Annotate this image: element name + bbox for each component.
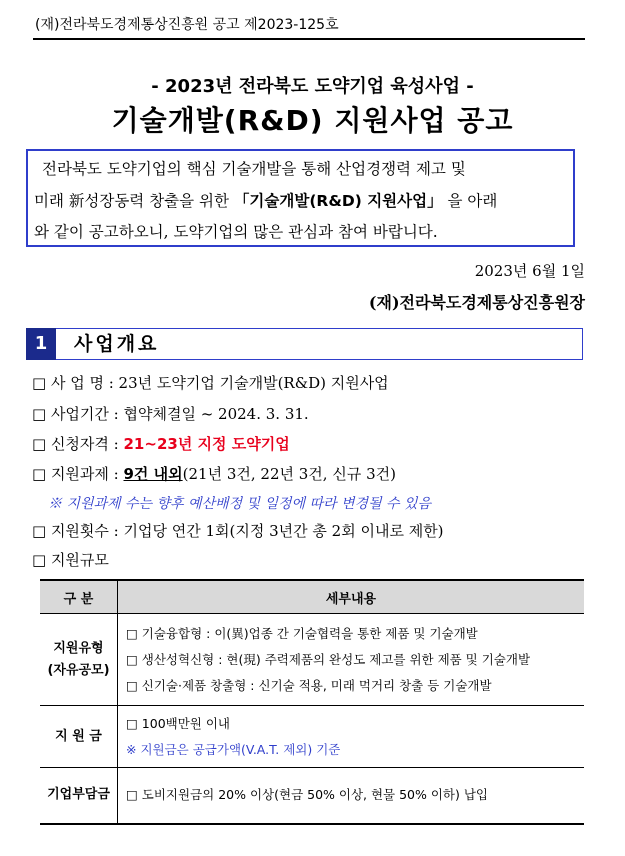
- section-title: 사업개요: [74, 333, 160, 355]
- tasks-count: 9건 내외: [123, 465, 183, 483]
- notice-line-2: [34, 186, 567, 218]
- tasks-note: ※ 지원과제 수는 향후 예산배정 및 일정에 따라 변경될 수 있음: [48, 496, 432, 512]
- notice-line-3: 와 같이 공고하오니, 도약기업의 많은 관심과 참여 바랍니다.: [34, 223, 438, 241]
- item-support-count: □ 지원횟수 : 기업당 연간 1회(지정 3년간 총 2회 이내로 제한): [32, 522, 444, 540]
- row-label-support-amount: 지 원 금: [40, 706, 118, 768]
- table-row: [40, 706, 584, 768]
- table-row: [40, 614, 584, 706]
- document-title: 기술개발(R&D) 지원사업 공고: [111, 104, 514, 137]
- notice-line-2-text: 미래 新성장동력 창출을 위한: [34, 191, 234, 210]
- support-scale-table: [40, 579, 584, 825]
- notice-line-1: 전라북도 도약기업의 핵심 기술개발을 통해 산업경쟁력 제고 및: [42, 160, 466, 178]
- item-project-name: □ 사 업 명 : 23년 도약기업 기술개발(R&D) 지원사업: [32, 374, 389, 392]
- detail-line: □ 100백만원 이내: [126, 715, 230, 731]
- table-header-category: 구 분: [40, 580, 118, 614]
- document-subtitle: - 2023년 전라북도 도약기업 육성사업 -: [151, 76, 474, 97]
- qualification-value: 21~23년 지정 도약기업: [123, 435, 290, 453]
- notice-number: (재)전라북도경제통상진흥원 공고 제2023-125호: [35, 17, 339, 33]
- qualification-label: □ 신청자격 :: [32, 435, 124, 453]
- item-support-scale: □ 지원규모: [32, 551, 109, 569]
- notice-line-2-end: 을 아래: [447, 191, 498, 210]
- table-header-details: 세부내용: [118, 580, 585, 614]
- tasks-breakdown: (21년 3건, 22년 3건, 신규 3건): [182, 465, 396, 483]
- section-header: [26, 328, 583, 360]
- row-details: [118, 614, 585, 706]
- item-project-period: □ 사업기간 : 협약체결일 ~ 2024. 3. 31.: [32, 405, 309, 423]
- program-name: 「기술개발(R&D) 지원사업」: [233, 191, 443, 210]
- notice-date: 2023년 6월 1일: [474, 262, 585, 280]
- item-support-tasks: [32, 463, 396, 484]
- detail-line: □ 생산성혁신형 : 현(現) 주력제품의 완성도 제고를 위한 제품 및 기술개발: [126, 651, 531, 667]
- row-label-line: (자유공모): [47, 662, 110, 678]
- detail-note: ※ 지원금은 공급가액(V.A.T. 제외) 기준: [126, 741, 341, 757]
- item-qualification: [32, 433, 290, 454]
- table-header-row: [40, 580, 584, 614]
- issuing-organization: (재)전라북도경제통상진흥원장: [368, 293, 585, 312]
- tasks-label: □ 지원과제 :: [32, 465, 124, 483]
- header-divider: [33, 38, 585, 40]
- row-details: [118, 706, 585, 768]
- row-details: [118, 768, 585, 824]
- detail-line: □ 신기술·제품 창출형 : 신기술 적용, 미래 먹거리 창출 등 기술개발: [126, 677, 492, 693]
- section-number: 1: [26, 328, 56, 360]
- notice-box: [26, 149, 575, 247]
- row-label-company-share: 기업부담금: [40, 768, 118, 824]
- row-label-support-type: [40, 614, 118, 706]
- row-label-line: 지원유형: [53, 640, 104, 656]
- table-row: [40, 768, 584, 824]
- detail-line: □ 도비지원금의 20% 이상(현금 50% 이상, 현물 50% 이하) 납입: [126, 787, 488, 803]
- detail-line: □ 기술융합형 : 이(異)업종 간 기술협력을 통한 제품 및 기술개발: [126, 625, 478, 641]
